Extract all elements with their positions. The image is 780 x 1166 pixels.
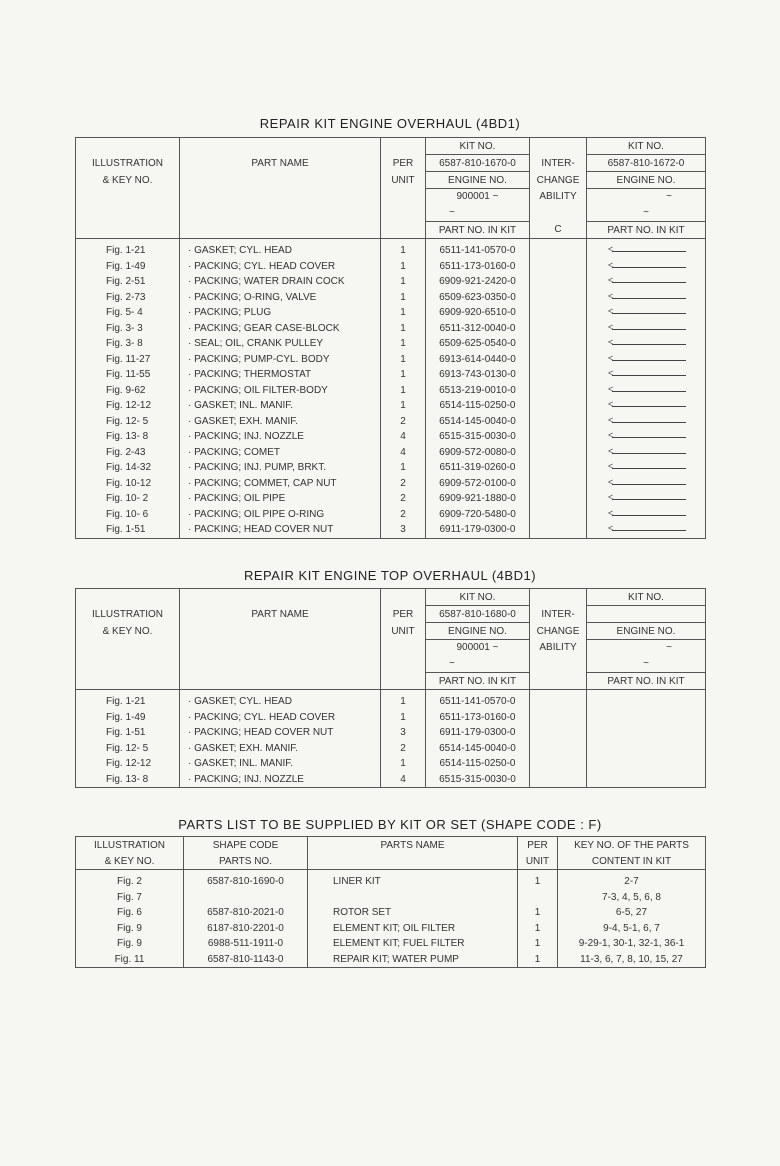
illustration-label-1: ILLUSTRATION bbox=[76, 606, 180, 623]
row-qty: 1 bbox=[400, 696, 406, 707]
row-key-no: Fig. 11-55 bbox=[106, 369, 151, 380]
qty-column bbox=[381, 690, 426, 788]
table1-title: REPAIR KIT ENGINE OVERHAUL (4BD1) bbox=[259, 116, 521, 131]
row-parts-name: LINER KIT bbox=[333, 876, 381, 887]
row-part-name: · GASKET; INL. MANIF. bbox=[188, 400, 294, 411]
part-no-in-kit-b-header: PART NO. IN KIT bbox=[587, 673, 706, 690]
row-shape-code: 6587-810-1690-0 bbox=[207, 876, 284, 887]
kit-no-label: KIT NO. bbox=[426, 589, 530, 606]
same-as-arrow-icon bbox=[590, 460, 702, 476]
part-no-in-kit-header: PART NO. IN KIT bbox=[426, 673, 530, 690]
row-shape-code: 6988-511-1911-0 bbox=[207, 938, 284, 949]
row-part-no: 6511-141-0570-0 bbox=[439, 696, 516, 707]
row-qty: 4 bbox=[400, 446, 406, 458]
illustration-label-2: & KEY NO. bbox=[76, 623, 180, 640]
row-key-no: Fig. 12-12 bbox=[106, 758, 152, 769]
row-qty: 1 bbox=[400, 369, 406, 380]
engine-from: 900001 ~ bbox=[456, 191, 499, 202]
illustration-label-2: & KEY NO. bbox=[76, 853, 184, 870]
row-part-no: 6509-625-0540-0 bbox=[439, 338, 516, 349]
interchange-label-1: INTER- bbox=[530, 155, 587, 172]
row-qty: 4 bbox=[400, 773, 406, 785]
row-part-no: 6509-623-0350-0 bbox=[439, 291, 516, 303]
row-part-name: · PACKING; COMET bbox=[188, 446, 281, 458]
unit-label: UNIT bbox=[518, 853, 558, 870]
row-key-no: Fig. 11-27 bbox=[106, 353, 151, 365]
row-part-no: 6913-614-0440-0 bbox=[439, 353, 516, 365]
row-qty: 3 bbox=[400, 524, 406, 535]
part-name-header: PART NAME bbox=[180, 155, 381, 172]
row-key-no: Fig. 13- 8 bbox=[106, 431, 149, 442]
row-qty: 1 bbox=[400, 462, 406, 473]
overhaul-kit-table bbox=[75, 137, 706, 539]
row-key-no: Fig. 1-21 bbox=[106, 696, 146, 707]
row-part-no: 6515-315-0030-0 bbox=[439, 431, 516, 442]
row-part-no: 6909-572-0080-0 bbox=[439, 446, 516, 458]
row-part-name: · GASKET; INL. MANIF. bbox=[188, 758, 294, 769]
row-part-no: 6513-219-0010-0 bbox=[439, 384, 516, 396]
engine-no-label: ENGINE NO. bbox=[426, 623, 530, 640]
row-part-no: 6511-312-0040-0 bbox=[439, 322, 516, 334]
row-part-no: 6515-315-0030-0 bbox=[439, 773, 516, 785]
row-key-no: Fig. 9-62 bbox=[106, 384, 146, 396]
same-as-arrow-icon bbox=[590, 445, 702, 461]
row-part-no: 6514-115-0250-0 bbox=[439, 400, 516, 411]
row-shape-code: 6587-810-1143-0 bbox=[207, 953, 284, 965]
row-part-no: 6511-173-0160-0 bbox=[439, 260, 516, 272]
parts-no-label: PARTS NO. bbox=[184, 853, 308, 870]
qty-column bbox=[381, 239, 426, 539]
engine-b-range bbox=[587, 640, 706, 673]
row-key-no: Fig. 7 bbox=[116, 891, 142, 903]
row-qty: 2 bbox=[400, 742, 406, 754]
row-part-no: 6913-743-0130-0 bbox=[439, 369, 516, 380]
row-key-no: Fig. 12- 5 bbox=[106, 415, 149, 427]
row-part-name: · PACKING; COMMET, CAP NUT bbox=[188, 477, 337, 489]
engine-b-from: ~ bbox=[666, 191, 672, 202]
table2-title: REPAIR KIT ENGINE TOP OVERHAUL (4BD1) bbox=[243, 568, 537, 583]
same-as-arrow-icon bbox=[590, 398, 702, 414]
illustration-header bbox=[76, 138, 180, 155]
row-key-no: Fig. 1-21 bbox=[106, 245, 146, 256]
table3-title: PARTS LIST TO BE SUPPLIED BY KIT OR SET (SHAPE CODE : F) bbox=[178, 817, 602, 832]
row-qty: 1 bbox=[400, 338, 406, 349]
same-as-arrow-icon bbox=[590, 336, 702, 352]
part-name-column bbox=[180, 690, 381, 788]
row-part-name: · PACKING; INJ. NOZZLE bbox=[188, 773, 304, 785]
row-key-no: Fig. 2-73 bbox=[106, 291, 146, 303]
per-label: PER bbox=[518, 837, 558, 854]
row-content: 2-7 bbox=[624, 876, 639, 887]
per-label: PER bbox=[381, 606, 426, 623]
row-content: 9-4, 5-1, 6, 7 bbox=[603, 922, 660, 934]
engine-b-to: ~ bbox=[643, 658, 649, 669]
key-column bbox=[76, 690, 180, 788]
row-parts-name bbox=[333, 890, 514, 906]
same-as-column bbox=[587, 239, 706, 539]
row-part-name: · PACKING; INJ. NOZZLE bbox=[188, 431, 304, 442]
row-key-no: Fig. 1-51 bbox=[106, 524, 146, 535]
shape-code-column bbox=[184, 870, 308, 968]
row-key-no: Fig. 9 bbox=[116, 922, 142, 934]
interchange-value: C bbox=[530, 222, 587, 239]
row-key-no: Fig. 2-43 bbox=[106, 446, 146, 458]
row-part-name: · GASKET; CYL. HEAD bbox=[188, 245, 292, 256]
per-label: PER bbox=[381, 155, 426, 172]
row-part-no: 6514-145-0040-0 bbox=[439, 415, 516, 427]
key-no-label-1: KEY NO. OF THE PARTS bbox=[558, 837, 706, 854]
row-qty: 1 bbox=[400, 711, 406, 723]
kit-no-b-label: KIT NO. bbox=[587, 589, 706, 606]
engine-from: 900001 ~ bbox=[456, 642, 499, 653]
row-part-no: 6909-720-5480-0 bbox=[439, 508, 516, 520]
same-as-arrow-icon bbox=[590, 352, 702, 368]
row-qty: 1 bbox=[400, 322, 406, 334]
row-key-no: Fig. 6 bbox=[116, 907, 142, 918]
row-qty: 3 bbox=[400, 727, 406, 738]
top-overhaul-kit-table bbox=[75, 588, 706, 788]
same-as-arrow-icon bbox=[590, 476, 702, 492]
row-key-no: Fig. 2 bbox=[116, 876, 142, 887]
row-key-no: Fig. 2-51 bbox=[106, 276, 146, 287]
row-part-name: · PACKING; PUMP-CYL. BODY bbox=[188, 353, 330, 365]
row-parts-name: ROTOR SET bbox=[333, 907, 392, 918]
same-as-arrow-icon bbox=[590, 491, 702, 507]
kit-no-b-label: KIT NO. bbox=[587, 138, 706, 155]
kit-no-label: KIT NO. bbox=[426, 138, 530, 155]
shape-code-label: SHAPE CODE bbox=[184, 837, 308, 854]
row-key-no: Fig. 1-49 bbox=[106, 711, 146, 723]
row-part-name: · PACKING; O-RING, VALVE bbox=[188, 291, 317, 303]
row-part-name: · GASKET; EXH. MANIF. bbox=[188, 415, 299, 427]
row-key-no: Fig. 5- 4 bbox=[106, 307, 143, 318]
row-part-name: · PACKING; CYL. HEAD COVER bbox=[188, 711, 336, 723]
row-key-no: Fig. 10- 2 bbox=[106, 493, 149, 504]
unit-label: UNIT bbox=[381, 172, 426, 189]
row-qty: 1 bbox=[534, 922, 541, 934]
row-part-no: 6909-921-1880-0 bbox=[439, 493, 516, 504]
row-shape-code: 6587-810-2021-0 bbox=[207, 907, 284, 918]
same-as-arrow-icon bbox=[590, 383, 702, 399]
row-key-no: Fig. 3- 3 bbox=[106, 322, 143, 334]
row-part-no: 6909-920-6510-0 bbox=[439, 307, 516, 318]
row-qty: 1 bbox=[534, 938, 541, 949]
row-content: 7-3, 4, 5, 6, 8 bbox=[602, 891, 661, 903]
row-part-no: 6511-319-0260-0 bbox=[439, 462, 516, 473]
same-as-arrow-icon bbox=[590, 522, 702, 538]
same-as-arrow-icon bbox=[590, 414, 702, 430]
row-qty: 1 bbox=[400, 758, 406, 769]
row-part-name: · PACKING; CYL. HEAD COVER bbox=[188, 260, 336, 272]
part-no-in-kit-b-header: PART NO. IN KIT bbox=[587, 222, 706, 239]
same-as-arrow-icon bbox=[590, 367, 702, 383]
row-qty: 1 bbox=[400, 260, 406, 272]
interchange-label-3: ABILITY bbox=[530, 640, 587, 673]
illustration-label-2: & KEY NO. bbox=[76, 172, 180, 189]
parts-name-column bbox=[308, 870, 518, 968]
same-as-arrow-icon bbox=[590, 321, 702, 337]
row-part-no: 6909-921-2420-0 bbox=[439, 276, 516, 287]
content-column bbox=[558, 870, 706, 968]
row-key-no: Fig. 10-12 bbox=[106, 477, 152, 489]
kit-no-value: 6587-810-1680-0 bbox=[426, 606, 530, 623]
same-as-arrow-icon bbox=[590, 305, 702, 321]
row-qty: 1 bbox=[400, 384, 406, 396]
engine-b-range bbox=[587, 189, 706, 222]
engine-to: ~ bbox=[449, 207, 455, 218]
unit-label: UNIT bbox=[381, 623, 426, 640]
interchange-label-2: CHANGE bbox=[530, 623, 587, 640]
part-name-column bbox=[180, 239, 381, 539]
row-part-name: · PACKING; THERMOSTAT bbox=[188, 369, 312, 380]
row-qty: 2 bbox=[400, 508, 406, 520]
row-part-name: · PACKING; INJ. PUMP, BRKT. bbox=[188, 462, 326, 473]
part-name-header: PART NAME bbox=[180, 606, 381, 623]
row-key-no: Fig. 13- 8 bbox=[106, 773, 149, 785]
row-part-name: · PACKING; OIL FILTER-BODY bbox=[188, 384, 328, 396]
row-qty: 1 bbox=[400, 291, 406, 303]
row-parts-name: ELEMENT KIT; FUEL FILTER bbox=[333, 938, 465, 949]
row-qty: 1 bbox=[400, 276, 406, 287]
part-no-column bbox=[426, 239, 530, 539]
kit-no-b-value: 6587-810-1672-0 bbox=[587, 155, 706, 172]
engine-range bbox=[426, 640, 530, 673]
illustration-label-1: ILLUSTRATION bbox=[76, 155, 180, 172]
interchange-label-2: CHANGE bbox=[530, 172, 587, 189]
row-qty: 1 bbox=[400, 400, 406, 411]
kit-no-value: 6587-810-1670-0 bbox=[426, 155, 530, 172]
row-content: 9-29-1, 30-1, 32-1, 36-1 bbox=[578, 938, 685, 949]
key-column bbox=[76, 239, 180, 539]
same-as-arrow-icon bbox=[590, 507, 702, 523]
interchange-label-3: ABILITY bbox=[530, 189, 587, 222]
row-part-no: 6514-145-0040-0 bbox=[439, 742, 516, 754]
row-qty: 1 bbox=[400, 245, 406, 256]
engine-to: ~ bbox=[449, 658, 455, 669]
qty-column bbox=[518, 870, 558, 968]
same-as-arrow-icon bbox=[590, 259, 702, 275]
row-shape-code bbox=[187, 890, 304, 906]
engine-range bbox=[426, 189, 530, 222]
row-qty: 2 bbox=[400, 415, 406, 427]
row-content: 11-3, 6, 7, 8, 10, 15, 27 bbox=[580, 953, 683, 965]
row-parts-name: ELEMENT KIT; OIL FILTER bbox=[333, 922, 456, 934]
engine-no-b-label: ENGINE NO. bbox=[587, 172, 706, 189]
row-key-no: Fig. 3- 8 bbox=[106, 338, 143, 349]
row-part-no: 6911-179-0300-0 bbox=[439, 727, 516, 738]
row-part-name: · GASKET; EXH. MANIF. bbox=[188, 742, 299, 754]
part-no-column bbox=[426, 690, 530, 788]
same-as-arrow-icon bbox=[590, 290, 702, 306]
key-column bbox=[76, 870, 184, 968]
row-part-name: · PACKING; OIL PIPE bbox=[188, 493, 286, 504]
engine-no-b-label: ENGINE NO. bbox=[587, 623, 706, 640]
row-part-no: 6911-179-0300-0 bbox=[439, 524, 516, 535]
row-qty: 4 bbox=[400, 431, 406, 442]
key-no-label-2: CONTENT IN KIT bbox=[558, 853, 706, 870]
engine-no-label: ENGINE NO. bbox=[426, 172, 530, 189]
part-no-in-kit-header: PART NO. IN KIT bbox=[426, 222, 530, 239]
row-shape-code: 6187-810-2201-0 bbox=[207, 922, 284, 934]
row-part-name: · PACKING; OIL PIPE O-RING bbox=[188, 508, 325, 520]
parts-list-table bbox=[75, 836, 706, 968]
row-key-no: Fig. 10- 6 bbox=[106, 508, 149, 520]
row-part-name: · PACKING; PLUG bbox=[188, 307, 272, 318]
row-key-no: Fig. 1-51 bbox=[106, 727, 146, 738]
row-qty: 1 bbox=[534, 953, 541, 965]
engine-b-to: ~ bbox=[643, 207, 649, 218]
row-qty: 1 bbox=[534, 876, 541, 887]
row-part-name: · GASKET; CYL. HEAD bbox=[188, 696, 292, 707]
row-qty: 2 bbox=[400, 477, 406, 489]
illustration-label-1: ILLUSTRATION bbox=[76, 837, 184, 854]
row-key-no: Fig. 11 bbox=[114, 953, 145, 965]
row-parts-name: REPAIR KIT; WATER PUMP bbox=[333, 953, 459, 965]
row-key-no: Fig. 12-12 bbox=[106, 400, 152, 411]
engine-b-from: ~ bbox=[666, 642, 672, 653]
row-part-no: 6514-115-0250-0 bbox=[439, 758, 516, 769]
row-part-no: 6511-141-0570-0 bbox=[439, 245, 516, 256]
row-part-no: 6909-572-0100-0 bbox=[439, 477, 516, 489]
same-as-arrow-icon bbox=[590, 274, 702, 290]
row-part-name: · SEAL; OIL, CRANK PULLEY bbox=[188, 338, 324, 349]
row-qty: 1 bbox=[534, 907, 541, 918]
same-as-arrow-icon bbox=[590, 243, 702, 259]
row-qty bbox=[521, 890, 554, 906]
row-key-no: Fig. 14-32 bbox=[106, 462, 152, 473]
row-part-no: 6511-173-0160-0 bbox=[439, 711, 516, 723]
row-key-no: Fig. 1-49 bbox=[106, 260, 146, 272]
row-qty: 1 bbox=[400, 307, 406, 318]
parts-name-header: PARTS NAME bbox=[308, 837, 518, 854]
row-part-name: · PACKING; WATER DRAIN COCK bbox=[188, 276, 345, 287]
row-key-no: Fig. 12- 5 bbox=[106, 742, 149, 754]
row-part-name: · PACKING; HEAD COVER NUT bbox=[188, 524, 334, 535]
row-key-no: Fig. 9 bbox=[116, 938, 142, 949]
row-qty: 2 bbox=[400, 493, 406, 504]
row-content: 6-5, 27 bbox=[615, 907, 648, 918]
same-as-arrow-icon bbox=[590, 429, 702, 445]
row-part-name: · PACKING; GEAR CASE-BLOCK bbox=[188, 322, 340, 334]
row-part-name: · PACKING; HEAD COVER NUT bbox=[188, 727, 334, 738]
row-qty: 1 bbox=[400, 353, 406, 365]
interchange-label-1: INTER- bbox=[530, 606, 587, 623]
